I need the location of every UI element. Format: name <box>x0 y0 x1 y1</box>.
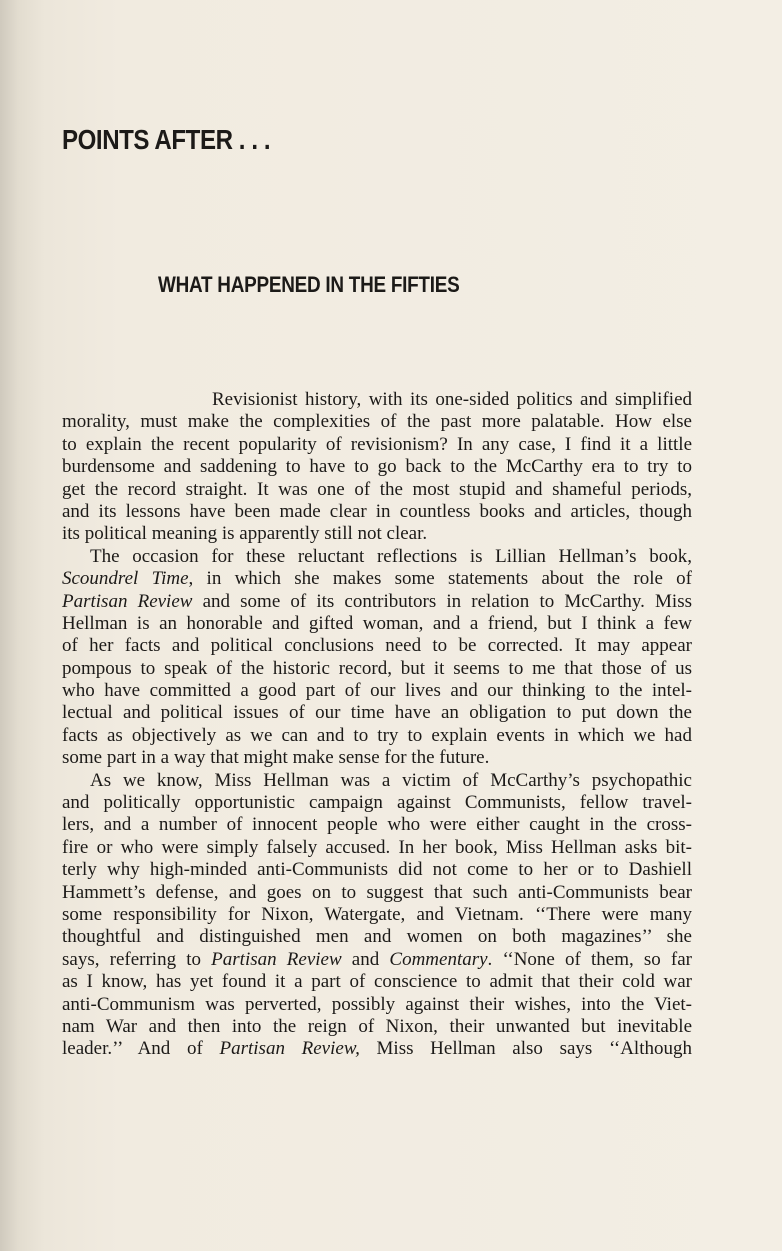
text-line <box>62 882 692 904</box>
text-line <box>62 904 692 926</box>
text-line <box>62 792 692 814</box>
text-segment: burdensome and saddening to have to go back to the McCarthy era to try to <box>62 456 692 478</box>
text-line <box>62 501 692 523</box>
italic-title: Commentary <box>389 948 488 970</box>
text-line <box>62 680 692 702</box>
text-segment: terly why high-minded anti-Communists did not come to her or to Dashiell <box>62 859 692 881</box>
text-segment: says, referring to <box>62 948 212 970</box>
text-line <box>62 658 692 680</box>
text-segment: leader.’’ And of <box>62 1038 220 1060</box>
text-segment: and some of its contributors in relation to McCarthy. Miss <box>192 590 692 612</box>
text-segment: Hammett’s defense, and goes on to suggest that such anti-Communists bear <box>62 881 692 903</box>
text-line <box>62 479 692 501</box>
text-line <box>62 389 692 411</box>
article-title: WHAT HAPPENED IN THE FIFTIES <box>158 272 460 297</box>
text-line <box>62 1038 692 1060</box>
text-segment: thoughtful and distinguished men and women on both magazines’’ she <box>62 926 692 948</box>
section-title: POINTS AFTER . . . <box>62 124 271 155</box>
text-line <box>62 635 692 657</box>
text-line <box>62 971 692 993</box>
text-line <box>62 926 692 948</box>
italic-title: Scoundrel Time <box>62 568 189 590</box>
text-segment: Hellman is an honorable and gifted woman, and a friend, but I think a few <box>62 612 692 634</box>
text-segment: fire or who were simply falsely accused. In her book, Miss Hellman asks bit- <box>62 836 692 858</box>
text-segment: some responsibility for Nixon, Watergate, and Vietnam. ‘‘There were many <box>62 903 692 925</box>
text-segment: . ‘‘None of them, so far <box>487 948 693 970</box>
text-segment: Miss Hellman also says ‘‘Although <box>359 1038 692 1060</box>
text-segment: to explain the recent popularity of revisionism? In any case, I find it a little <box>62 433 692 455</box>
text-line <box>62 411 692 433</box>
text-segment: , in which she makes some statements about the role of <box>188 568 692 590</box>
text-segment: as I know, has yet found it a part of conscience to admit that their cold war <box>62 971 692 993</box>
text-segment: lers, and a number of innocent people who were either caught in the cross- <box>62 814 692 836</box>
text-line <box>62 591 692 613</box>
text-segment: Revisionist history, with its one-sided politics and simplified <box>212 389 692 410</box>
italic-title: Partisan Review <box>62 590 193 612</box>
text-segment: get the record straight. It was one of the most stupid and shameful periods, <box>62 478 692 500</box>
text-segment: nam War and then into the reign of Nixon, their unwanted but inevitable <box>62 1015 692 1037</box>
text-segment: some part in a way that might make sense for the future. <box>62 747 490 769</box>
text-line <box>62 613 692 635</box>
text-line <box>62 747 692 769</box>
text-segment: and its lessons have been made clear in countless books and articles, though <box>62 500 692 522</box>
text-segment: The occasion for these reluctant reflections is Lillian Hellman’s book, <box>90 545 692 567</box>
text-segment: As we know, Miss Hellman was a victim of McCarthy’s psychopathic <box>90 769 692 791</box>
text-line <box>62 770 692 792</box>
italic-title: Partisan Review, <box>219 1038 360 1060</box>
text-segment: of her facts and political conclusions need to be corrected. It may appear <box>62 635 692 657</box>
text-segment: pompous to speak of the historic record, but it seems to me that those of us <box>62 657 692 679</box>
text-line <box>62 949 692 971</box>
text-line <box>62 702 692 724</box>
text-line <box>62 456 692 478</box>
text-segment: facts as objectively as we can and to try to explain events in which we had <box>62 724 692 746</box>
text-segment: who have committed a good part of our lives and our thinking to the intel- <box>62 680 692 702</box>
text-line <box>62 1016 692 1038</box>
text-segment: morality, must make the complexities of the past more palatable. How else <box>62 411 692 433</box>
article-body <box>62 389 692 1061</box>
text-line <box>62 859 692 881</box>
text-line <box>62 814 692 836</box>
text-line <box>62 546 692 568</box>
text-line <box>62 523 692 545</box>
text-line <box>62 568 692 590</box>
text-segment: lectual and political issues of our time have an obligation to put down the <box>62 702 692 724</box>
text-line <box>62 725 692 747</box>
text-segment: and politically opportunistic campaign against Communists, fellow travel- <box>62 792 692 814</box>
text-line <box>62 837 692 859</box>
text-segment: and <box>341 948 390 970</box>
text-segment: its political meaning is apparently still not clear. <box>62 523 428 545</box>
text-segment: anti-Communism was perverted, possibly against their wishes, into the Viet- <box>62 993 692 1015</box>
italic-title: Partisan Review <box>211 948 342 970</box>
text-line <box>62 434 692 456</box>
text-line <box>62 994 692 1016</box>
